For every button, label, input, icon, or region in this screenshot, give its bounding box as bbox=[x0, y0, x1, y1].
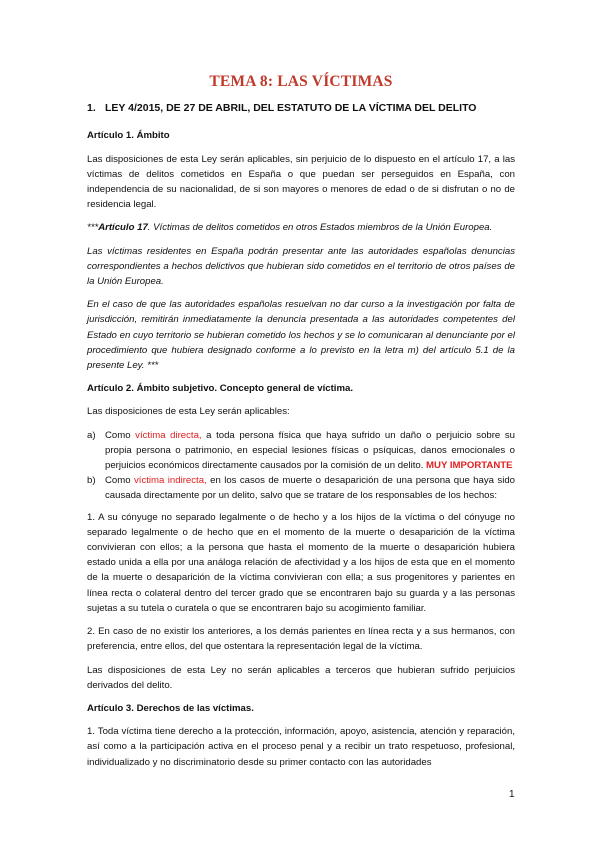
page-content bbox=[87, 74, 515, 778]
list-item-text: a toda persona física que haya sufrido un daño o perjuicio sobre su propia persona o patrimonio, en especial lesiones físicas o psíquicas, danos emocionales o perjuicios económicos directamente causados por la comisión de un delito. bbox=[105, 429, 515, 472]
article-1-heading: Artículo 1. Ámbito bbox=[87, 130, 170, 142]
article-17-note-paragraph-1: Las víctimas residentes en España podrán presentar ante las autoridades españolas denuncias correspondientes a hechos delictivos que hubieran sido cometidos en el territorio de otros países de la Unión Europea. bbox=[87, 245, 515, 288]
page-number: 1 bbox=[509, 789, 515, 800]
list-label: b) bbox=[87, 475, 96, 487]
article-17-note-title bbox=[87, 220, 515, 235]
list-item-text: en los casos de muerte o desaparición de una persona que haya sido causada directamente por un delito, salvo que se tratare de los responsables de los hechos: bbox=[105, 475, 515, 502]
article-1-paragraph: Las disposiciones de esta Ley serán aplicables, sin perjuicio de lo dispuesto en el artículo 17, a las víctimas de delitos cometidos en España o que puedan ser perseguidos en España, con independencia de su nacionalidad, de si son mayores o menores de edad o de si disfrutan o no de residencia legal. bbox=[87, 153, 515, 211]
list-item-direct-victim bbox=[87, 428, 515, 474]
article-17-note-paragraph-2: En el caso de que las autoridades españolas resuelvan no dar curso a la investigación por falta de jurisdicción, remitirán inmediatamente la denuncia presentada a las autoridades competentes del Estado en cuyo territorio se hubieran cometido los hechos y se lo comunicaran al denunciante por el procedimiento que hubiera designado conforme a lo previsto en la letra m) del artículo 5.1 de la presente Ley. *** bbox=[87, 299, 515, 372]
article-3-paragraph-1: 1. Toda víctima tiene derecho a la protección, información, apoyo, asistencia, atención y reparación, así como a la participación activa en el proceso penal y a recibir un trato respetuoso, profesional, individualizado y no discriminatorio desde su primer contacto con las autoridades bbox=[87, 726, 515, 768]
list-label: a) bbox=[87, 429, 96, 441]
section-heading bbox=[87, 101, 515, 116]
list-item-pre: Como bbox=[105, 429, 136, 441]
important-badge: MUY IMPORTANTE bbox=[426, 460, 513, 472]
article-2-heading: Artículo 2. Ámbito subjetivo. Concepto general de víctima. bbox=[87, 383, 354, 395]
list-item-pre: Como bbox=[105, 475, 134, 487]
page-title: TEMA 8: LAS VÍCTIMAS bbox=[209, 73, 393, 90]
article-2-paragraph-1: 1. A su cónyuge no separado legalmente o de hecho y a los hijos de la víctima o del cónyuge no separado legalmente o de hecho que en el momento de la muerte o desaparición de la víctima convivieran con ellos; a la persona que hasta el momento de la muerte o desaparición hubiera estado unida a ella por una análoga relación de afectividad y a los hijos de esta que en el momento de la muerte o desaparición de la víctima convivieran con ella; a sus progenitores y parientes en línea recta o colateral dentro del tercer grado que se encontraren bajo su guarda y a las personas sujetas a su tutela o curatela o que se encontraren bajo su acogimiento familiar. bbox=[87, 511, 515, 614]
note-prefix: *** bbox=[87, 222, 99, 234]
section-number: 1. bbox=[87, 102, 96, 115]
article-2-intro: Las disposiciones de esta Ley serán aplicables: bbox=[87, 406, 290, 418]
victim-types-list bbox=[87, 428, 515, 504]
note-title-rest: . Víctimas de delitos cometidos en otros Estados miembros de la Unión Europea. bbox=[147, 222, 493, 234]
article-2-paragraph-2: 2. En caso de no existir los anteriores, a los demás parientes en línea recta y a sus hermanos, con preferencia, entre ellos, del que ostentara la representación legal de la víctima. bbox=[87, 626, 515, 653]
section-heading-text: LEY 4/2015, DE 27 DE ABRIL, DEL ESTATUTO DE LA VÍCTIMA DEL DELITO bbox=[105, 102, 477, 115]
highlight-direct-victim: víctima directa, bbox=[135, 429, 202, 441]
article-3-heading: Artículo 3. Derechos de las víctimas. bbox=[87, 702, 254, 714]
note-article-ref: Artículo 17 bbox=[98, 222, 148, 234]
list-item-indirect-victim bbox=[87, 473, 515, 503]
article-2-paragraph-3: Las disposiciones de esta Ley no serán aplicables a terceros que hubieran sufrido perjuicios derivados del delito. bbox=[87, 664, 515, 691]
highlight-indirect-victim: víctima indirecta, bbox=[134, 475, 207, 487]
